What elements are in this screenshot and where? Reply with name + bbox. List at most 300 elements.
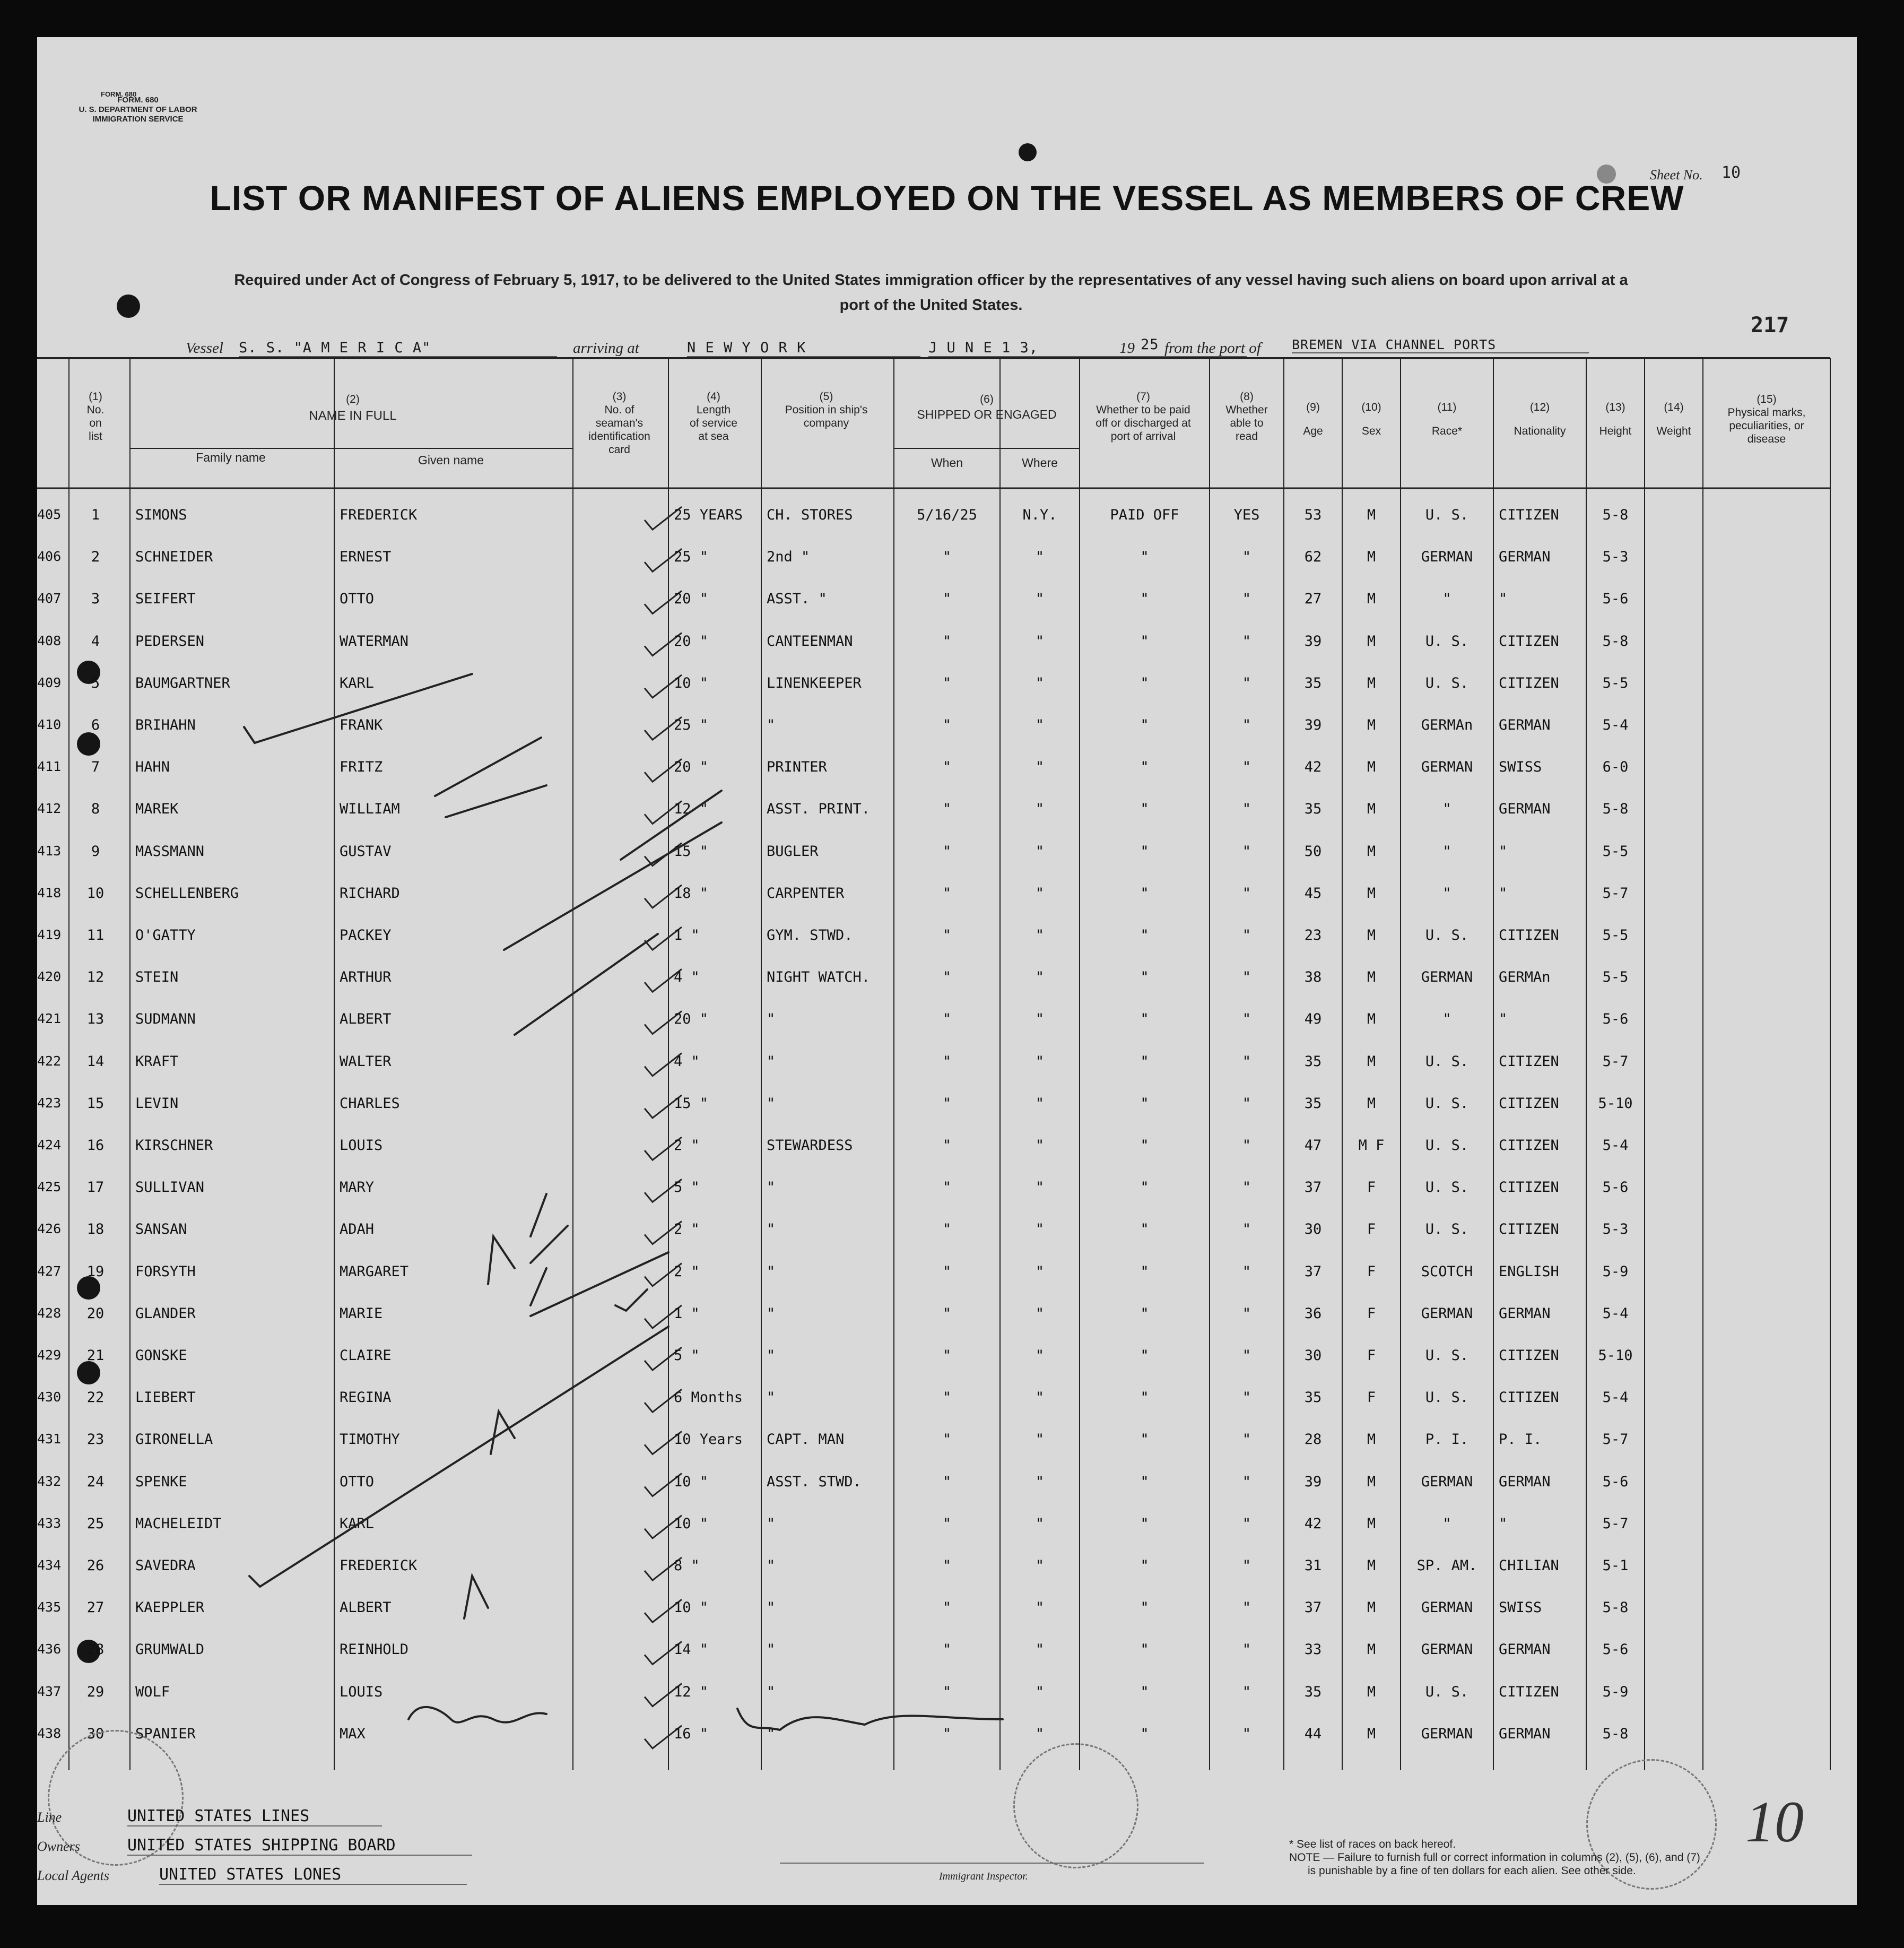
cell-height: 5-7 [1602, 1515, 1629, 1532]
header-col-8: (8) Whether able to read [1225, 391, 1268, 443]
cell-sex: M [1367, 1431, 1376, 1448]
cell-position: " [767, 1053, 776, 1070]
cell-age: 39 [1304, 717, 1322, 733]
cell-where: " [1035, 1053, 1045, 1070]
cell-nationality: GERMAN [1499, 717, 1551, 733]
cell-service: 10 Years [674, 1431, 743, 1448]
cell-no: 21 [86, 1347, 105, 1364]
cell-age: 27 [1304, 591, 1322, 608]
cell-position: CARPENTER [767, 885, 845, 902]
cell-family: BAUMGARTNER [135, 674, 230, 691]
row-reference-number: 435 [37, 1599, 62, 1615]
cell-where: " [1035, 927, 1045, 943]
cell-given: LOUIS [340, 1683, 383, 1700]
cell-race: GERMAN [1421, 1305, 1473, 1322]
cell-height: 5-6 [1602, 591, 1629, 608]
cell-paid: " [1140, 927, 1149, 943]
vessel-label: Vessel [186, 340, 223, 357]
cell-race: GERMAN [1421, 1473, 1473, 1490]
cell-service: 14 " [674, 1641, 709, 1658]
cell-service: 1 " [674, 1305, 700, 1322]
cell-read: " [1242, 1473, 1251, 1490]
cell-family: SANSAN [135, 1221, 187, 1238]
cell-given: GUSTAV [340, 843, 392, 860]
header-col-6: (6) SHIPPED OR ENGAGED [917, 393, 1057, 421]
cell-paid: " [1140, 969, 1149, 986]
cell-family: WOLF [135, 1683, 170, 1700]
cell-race: U. S. [1425, 674, 1469, 691]
cell-paid: " [1140, 759, 1149, 776]
cell-paid: " [1140, 717, 1149, 733]
cell-family: KRAFT [135, 1053, 179, 1070]
cell-no: 9 [91, 843, 100, 860]
cell-race: GERMAN [1421, 759, 1473, 776]
cell-where: " [1035, 1389, 1045, 1406]
header-col-11: (11) Race* [1431, 401, 1463, 437]
cell-paid: " [1140, 1095, 1149, 1112]
cell-sex: M [1367, 969, 1376, 986]
cell-sex: M [1367, 1095, 1376, 1112]
cell-height: 5-8 [1602, 633, 1629, 650]
cell-sex: M [1367, 885, 1376, 902]
cell-family: SEIFERT [135, 591, 196, 608]
cell-family: STEIN [135, 969, 179, 986]
cell-service: 15 " [674, 1095, 709, 1112]
cell-given: LOUIS [340, 1137, 383, 1154]
row-reference-number: 438 [37, 1725, 62, 1741]
row-reference-number: 427 [37, 1263, 62, 1279]
cell-position: 2nd " [767, 549, 810, 566]
row-reference-number: 424 [37, 1137, 62, 1153]
cell-where: " [1035, 1683, 1045, 1700]
header-family-name: Family name [196, 451, 266, 464]
owners-label: Owners [37, 1839, 80, 1854]
header-given-name: Given name [418, 453, 484, 467]
cell-when: " [942, 1053, 952, 1070]
cell-read: " [1242, 885, 1251, 902]
cell-race: GERMAN [1421, 1725, 1473, 1742]
cell-when: " [942, 717, 952, 733]
cell-age: 37 [1304, 1263, 1322, 1280]
cell-paid: " [1140, 1683, 1149, 1700]
cell-height: 5-8 [1602, 1599, 1629, 1616]
cell-read: " [1242, 1011, 1251, 1028]
cell-age: 42 [1304, 1515, 1322, 1532]
cell-age: 39 [1304, 633, 1322, 650]
cell-service: 18 " [674, 885, 709, 902]
cell-race: U. S. [1425, 1683, 1469, 1700]
cell-service: 20 " [674, 759, 709, 776]
sheet-label: Sheet No. [1650, 167, 1703, 183]
header-col-14: (14) Weight [1656, 401, 1691, 437]
cell-age: 23 [1304, 927, 1322, 943]
cell-service: 16 " [674, 1725, 709, 1742]
cell-nationality: CITIZEN [1499, 1221, 1559, 1238]
cell-where: " [1035, 1725, 1045, 1742]
cell-given: ADAH [340, 1221, 375, 1238]
cell-family: SUDMANN [135, 1011, 196, 1028]
header-col-2: (2) NAME IN FULL [309, 393, 397, 423]
cell-race: " [1442, 591, 1451, 608]
year-prefix: 19 [1119, 340, 1135, 357]
cell-height: 6-0 [1602, 759, 1629, 776]
cell-race: " [1442, 1515, 1451, 1532]
subtitle-line-1: Required under Act of Congress of February 5, 1917, to be delivered to the United States immigration officer by the representatives of any vessel having such aliens on board upon arrival at a [234, 272, 1628, 289]
cell-nationality: SWISS [1499, 759, 1542, 776]
row-reference-number: 428 [37, 1305, 62, 1321]
agents-value: UNITED STATES LONES [159, 1865, 467, 1885]
row-reference-number: 432 [37, 1473, 62, 1489]
cell-service: 2 " [674, 1221, 700, 1238]
header-when: When [931, 456, 963, 470]
cell-given: FREDERICK [340, 507, 418, 523]
cell-race: U. S. [1425, 1389, 1469, 1406]
cell-when: " [942, 885, 952, 902]
cell-age: 35 [1304, 1095, 1322, 1112]
cell-service: 4 " [674, 969, 700, 986]
cell-nationality: GERMAN [1499, 549, 1551, 566]
cell-read: " [1242, 1053, 1251, 1070]
cell-age: 50 [1304, 843, 1322, 860]
cell-family: PEDERSEN [135, 633, 205, 650]
cell-height: 5-8 [1602, 1725, 1629, 1742]
cell-given: WATERMAN [340, 633, 409, 650]
cell-paid: " [1140, 1431, 1149, 1448]
cell-sex: M [1367, 1641, 1376, 1658]
cell-height: 5-5 [1602, 927, 1629, 943]
cell-sex: M [1367, 1473, 1376, 1490]
cell-read: " [1242, 1137, 1251, 1154]
cell-when: " [942, 591, 952, 608]
cell-read: " [1242, 1557, 1251, 1574]
header-col-7: (7) Whether to be paid off or discharged at port of arrival [1096, 391, 1191, 443]
cell-race: GERMAN [1421, 1641, 1473, 1658]
cell-position: " [767, 1641, 776, 1658]
department-name: U. S. DEPARTMENT OF LABOR [79, 105, 197, 114]
cell-given: PACKEY [340, 927, 392, 943]
cell-read: " [1242, 1263, 1251, 1280]
cell-no: 10 [86, 885, 105, 902]
row-reference-number: 425 [37, 1179, 62, 1195]
cell-paid: " [1140, 549, 1149, 566]
form-number-top: FORM. 680 [101, 90, 137, 98]
cell-nationality: CITIZEN [1499, 1179, 1559, 1196]
row-reference-number: 412 [37, 801, 62, 817]
cell-given: TIMOTHY [340, 1431, 400, 1448]
footnote-penalty-cont: is punishable by a fine of ten dollars for each alien. See other side. [1308, 1865, 1636, 1877]
cell-when: " [942, 674, 952, 691]
manifest-page [37, 37, 1857, 1905]
cell-age: 47 [1304, 1137, 1322, 1154]
cell-service: 4 " [674, 1053, 700, 1070]
cell-given: MARY [340, 1179, 375, 1196]
cell-nationality: CITIZEN [1499, 1683, 1559, 1700]
line-value: UNITED STATES LINES [127, 1807, 382, 1826]
cell-sex: F [1367, 1347, 1376, 1364]
cell-when: 5/16/25 [917, 507, 977, 523]
cell-height: 5-9 [1602, 1263, 1629, 1280]
cell-nationality: ENGLISH [1499, 1263, 1559, 1280]
cell-service: 25 " [674, 549, 709, 566]
cell-when: " [942, 843, 952, 860]
cell-height: 5-5 [1602, 674, 1629, 691]
cell-no: 2 [91, 549, 100, 566]
cell-paid: " [1140, 1347, 1149, 1364]
cell-given: FREDERICK [340, 1557, 418, 1574]
cell-given: MAX [340, 1725, 366, 1742]
cell-given: REGINA [340, 1389, 392, 1406]
cell-height: 5-4 [1602, 717, 1629, 733]
cell-read: " [1242, 1683, 1251, 1700]
cell-given: WILLIAM [340, 801, 400, 818]
row-reference-number: 420 [37, 969, 62, 985]
cell-family: SCHNEIDER [135, 549, 213, 566]
cell-when: " [942, 549, 952, 566]
cell-nationality: GERMAN [1499, 1641, 1551, 1658]
cell-when: " [942, 1137, 952, 1154]
cell-when: " [942, 1599, 952, 1616]
cell-paid: " [1140, 1011, 1149, 1028]
cell-service: 8 " [674, 1557, 700, 1574]
cell-read: " [1242, 633, 1251, 650]
cell-age: 30 [1304, 1221, 1322, 1238]
form-number: FORM. 680 [117, 96, 159, 105]
cell-sex: M [1367, 1557, 1376, 1574]
cell-family: KIRSCHNER [135, 1137, 213, 1154]
cell-sex: F [1367, 1179, 1376, 1196]
cell-read: " [1242, 591, 1251, 608]
cell-nationality: GERMAN [1499, 1725, 1551, 1742]
header-col-10: (10) Sex [1361, 401, 1381, 437]
cell-when: " [942, 1221, 952, 1238]
cell-paid: " [1140, 843, 1149, 860]
cell-race: SCOTCH [1421, 1263, 1473, 1280]
cell-where: " [1035, 1263, 1045, 1280]
cell-service: 25 " [674, 717, 709, 733]
row-reference-number: 422 [37, 1053, 62, 1069]
cell-read: " [1242, 1725, 1251, 1742]
cell-nationality: CITIZEN [1499, 1389, 1559, 1406]
cell-family: SULLIVAN [135, 1179, 205, 1196]
cell-height: 5-7 [1602, 1053, 1629, 1070]
cell-service: 2 " [674, 1137, 700, 1154]
cell-position: ASST. PRINT. [767, 801, 871, 818]
cell-sex: M [1367, 717, 1376, 733]
cell-no: 17 [86, 1179, 105, 1196]
cell-paid: " [1140, 1137, 1149, 1154]
cell-given: KARL [340, 674, 375, 691]
cell-no: 14 [86, 1053, 105, 1070]
cell-where: " [1035, 1431, 1045, 1448]
cell-service: 25 YEARS [674, 507, 743, 523]
cell-nationality: CITIZEN [1499, 1347, 1559, 1364]
cell-given: MARGARET [340, 1263, 409, 1280]
cell-height: 5-3 [1602, 1221, 1629, 1238]
cell-paid: " [1140, 1641, 1149, 1658]
cell-position: " [767, 1305, 776, 1322]
cell-race: GERMAN [1421, 969, 1473, 986]
row-reference-number: 436 [37, 1641, 62, 1657]
cell-no: 18 [86, 1221, 105, 1238]
cell-when: " [942, 1347, 952, 1364]
cell-race: " [1442, 1011, 1451, 1028]
cell-no: 13 [86, 1011, 105, 1028]
cell-when: " [942, 801, 952, 818]
cell-race: P. I. [1425, 1431, 1469, 1448]
cell-sex: M [1367, 1725, 1376, 1742]
cell-given: ALBERT [340, 1011, 392, 1028]
cell-age: 35 [1304, 1053, 1322, 1070]
cell-no: 6 [91, 717, 100, 733]
cell-nationality: CHILIAN [1499, 1557, 1559, 1574]
cell-when: " [942, 1179, 952, 1196]
cell-race: U. S. [1425, 633, 1469, 650]
cell-read: " [1242, 1641, 1251, 1658]
cell-read: " [1242, 1431, 1251, 1448]
cell-given: ERNEST [340, 549, 392, 566]
cell-when: " [942, 1095, 952, 1112]
cell-family: BRIHAHN [135, 717, 196, 733]
cell-position: GYM. STWD. [767, 927, 853, 943]
cell-nationality: " [1499, 1515, 1508, 1532]
cell-age: 44 [1304, 1725, 1322, 1742]
cell-service: 2 " [674, 1263, 700, 1280]
cell-race: U. S. [1425, 1095, 1469, 1112]
cell-service: 5 " [674, 1347, 700, 1364]
cell-position: CAPT. MAN [767, 1431, 845, 1448]
cell-family: SCHELLENBERG [135, 885, 239, 902]
cell-where: " [1035, 1095, 1045, 1112]
cell-paid: " [1140, 1557, 1149, 1574]
row-reference-number: 429 [37, 1347, 62, 1363]
cell-no: 25 [86, 1515, 105, 1532]
cell-sex: M [1367, 1053, 1376, 1070]
cell-paid: " [1140, 1053, 1149, 1070]
cell-height: 5-5 [1602, 843, 1629, 860]
cell-family: GIRONELLA [135, 1431, 213, 1448]
inspector-label: Immigrant Inspector. [939, 1871, 1028, 1882]
row-reference-number: 430 [37, 1389, 62, 1405]
cell-nationality: GERMAN [1499, 801, 1551, 818]
cell-where: " [1035, 1641, 1045, 1658]
cell-paid: " [1140, 674, 1149, 691]
cell-read: YES [1233, 507, 1260, 523]
cell-no: 5 [91, 674, 100, 691]
row-reference-number: 405 [37, 507, 62, 522]
cell-age: 33 [1304, 1641, 1322, 1658]
cell-sex: M [1367, 927, 1376, 943]
cell-race: U. S. [1425, 1347, 1469, 1364]
cell-position: ASST. " [767, 591, 827, 608]
cell-race: U. S. [1425, 1137, 1469, 1154]
cell-no: 26 [86, 1557, 105, 1574]
cell-where: " [1035, 1473, 1045, 1490]
cell-age: 35 [1304, 1389, 1322, 1406]
row-reference-number: 407 [37, 591, 62, 607]
subtitle-line-2: port of the United States. [839, 297, 1023, 314]
cell-age: 31 [1304, 1557, 1322, 1574]
arrival-year: 25 [1141, 336, 1159, 353]
handwritten-marks [37, 37, 1857, 1905]
header-where: Where [1022, 456, 1058, 470]
cell-position: " [767, 1557, 776, 1574]
cell-age: 62 [1304, 549, 1322, 566]
header-col-4: (4) Length of service at sea [690, 391, 737, 443]
cell-read: " [1242, 969, 1251, 986]
cell-read: " [1242, 1515, 1251, 1532]
cell-read: " [1242, 801, 1251, 818]
cell-age: 35 [1304, 674, 1322, 691]
cell-height: 5-7 [1602, 885, 1629, 902]
cell-position: " [767, 1725, 776, 1742]
cell-given: OTTO [340, 591, 375, 608]
cell-age: 30 [1304, 1347, 1322, 1364]
cell-when: " [942, 1515, 952, 1532]
cell-read: " [1242, 549, 1251, 566]
cell-service: 10 " [674, 1473, 709, 1490]
header-col-3: (3) No. of seaman's identification card [588, 391, 650, 456]
cell-age: 35 [1304, 1683, 1322, 1700]
cell-family: GLANDER [135, 1305, 196, 1322]
cell-position: PRINTER [767, 759, 827, 776]
cell-given: MARIE [340, 1305, 383, 1322]
cell-age: 28 [1304, 1431, 1322, 1448]
cell-nationality: " [1499, 843, 1508, 860]
row-reference-number: 423 [37, 1095, 62, 1111]
cell-paid: " [1140, 885, 1149, 902]
cell-given: ALBERT [340, 1599, 392, 1616]
cell-read: " [1242, 1347, 1251, 1364]
cell-family: O'GATTY [135, 927, 196, 943]
header-col-5: (5) Position in ship's company [785, 391, 868, 429]
cell-read: " [1242, 759, 1251, 776]
cell-no: 1 [91, 507, 100, 523]
cell-nationality: CITIZEN [1499, 674, 1559, 691]
cell-read: " [1242, 1095, 1251, 1112]
cell-race: GERMAN [1421, 549, 1473, 566]
cell-no: 24 [86, 1473, 105, 1490]
cell-race: GERMAn [1421, 717, 1473, 733]
arrival-date: J U N E 1 3, [928, 340, 1247, 357]
cell-nationality: " [1499, 591, 1508, 608]
cell-family: LIEBERT [135, 1389, 196, 1406]
cell-given: WALTER [340, 1053, 392, 1070]
header-col-13: (13) Height [1599, 401, 1632, 437]
row-reference-number: 421 [37, 1011, 62, 1027]
cell-paid: " [1140, 633, 1149, 650]
cell-when: " [942, 1641, 952, 1658]
service-name: IMMIGRATION SERVICE [92, 115, 184, 124]
cell-sex: F [1367, 1389, 1376, 1406]
cell-height: 5-1 [1602, 1557, 1629, 1574]
sheet-number: 10 [1722, 163, 1741, 182]
cell-race: U. S. [1425, 927, 1469, 943]
cell-no: 7 [91, 759, 100, 776]
cell-race: U. S. [1425, 1053, 1469, 1070]
cell-nationality: CITIZEN [1499, 1053, 1559, 1070]
cell-family: SPENKE [135, 1473, 187, 1490]
cell-height: 5-10 [1598, 1095, 1633, 1112]
line-label: Line [37, 1810, 62, 1825]
cell-where: " [1035, 843, 1045, 860]
arrival-port: N E W Y O R K [687, 340, 920, 357]
cell-race: " [1442, 885, 1451, 902]
cell-paid: " [1140, 1599, 1149, 1616]
row-reference-number: 431 [37, 1431, 62, 1447]
cell-age: 36 [1304, 1305, 1322, 1322]
cell-given: CLAIRE [340, 1347, 392, 1364]
cell-position: " [767, 717, 776, 733]
